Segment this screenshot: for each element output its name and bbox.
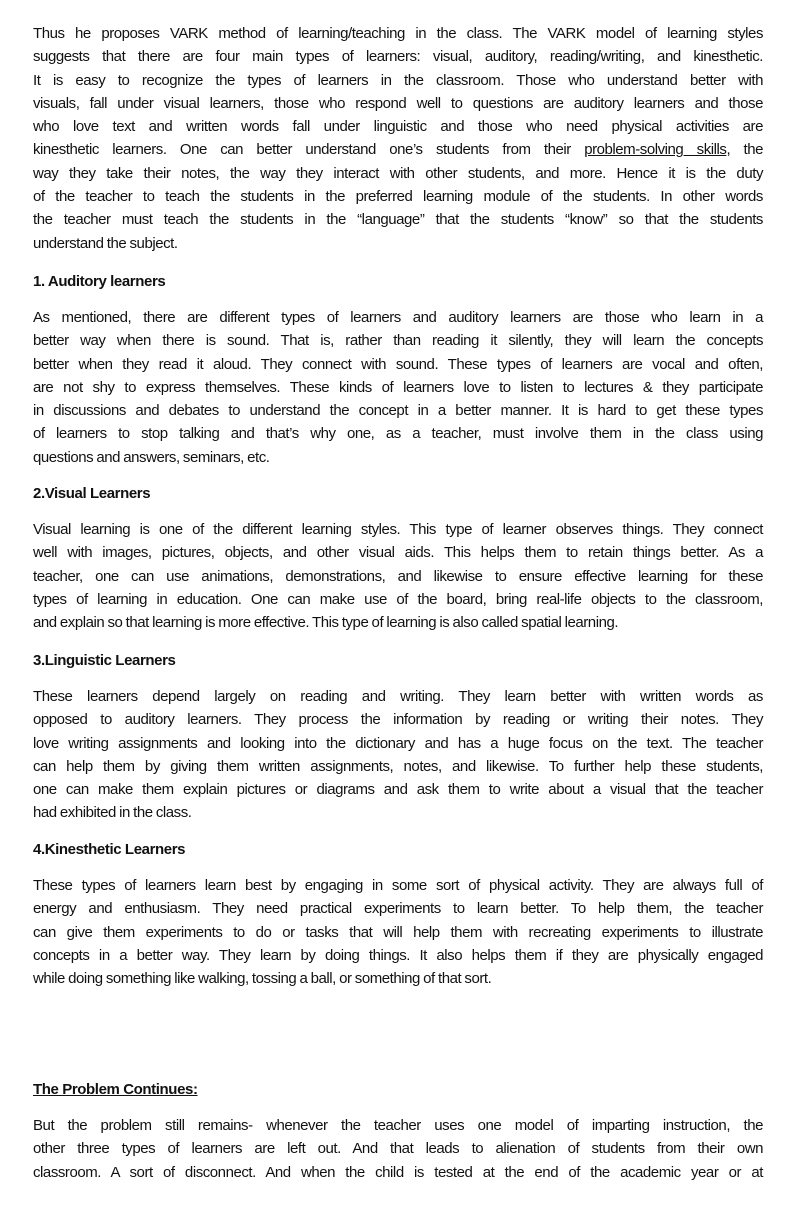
text-line: questions and answers, seminars, etc. bbox=[33, 448, 270, 466]
text-line: visuals, fall under visual learners, those who respond well to questions are auditory learners and those bbox=[33, 94, 763, 112]
problem-solving-skills-link[interactable]: problem-solving skills bbox=[584, 141, 727, 159]
kinesthetic-paragraph bbox=[33, 874, 763, 990]
heading-visual-learners: 2.Visual Learners bbox=[33, 485, 151, 502]
text-line: while doing something like walking, tossing a ball, or something of that sort. bbox=[33, 970, 492, 988]
intro-paragraph bbox=[33, 22, 763, 255]
problem-paragraph bbox=[33, 1114, 763, 1184]
text-line: had exhibited in the class. bbox=[33, 804, 192, 822]
text-line: and explain so that learning is more effective. This type of learning is also called spatial learning. bbox=[33, 614, 619, 632]
text-line: love writing assignments and looking into the dictionary and has a huge focus on the text. The teacher bbox=[33, 734, 763, 752]
text-line: one can make them explain pictures or diagrams and ask them to write about a visual that the teacher bbox=[33, 781, 763, 799]
text-line: the teacher must teach the students in the “language” that the students “know” so that the students bbox=[33, 211, 763, 229]
text-line: well with images, pictures, objects, and other visual aids. This helps them to retain things better. As a bbox=[33, 544, 763, 562]
text-line: of learners to stop talking and that’s why one, as a teacher, must involve them in the class using bbox=[33, 425, 763, 443]
text-line: Visual learning is one of the different learning styles. This type of learner observes things. They connect bbox=[33, 521, 763, 538]
text-line: energy and enthusiasm. They need practical experiments to learn better. To help them, the teacher bbox=[33, 900, 763, 918]
heading-the-problem-continues: The Problem Continues: bbox=[33, 1081, 198, 1098]
heading-kinesthetic-learners: 4.Kinesthetic Learners bbox=[33, 841, 186, 858]
linguistic-paragraph bbox=[33, 685, 763, 825]
text-line: who love text and written words fall under linguistic and those who need physical activities are bbox=[33, 118, 763, 136]
text-line: other three types of learners are left out. And that leads to alienation of students from their own bbox=[33, 1140, 763, 1158]
text-line: But the problem still remains- whenever the teacher uses one model of imparting instruction, the bbox=[33, 1117, 763, 1134]
text-line: way they take their notes, the way they interact with other students, and more. Hence it is the duty bbox=[33, 164, 763, 182]
text-line: opposed to auditory learners. They process the information by reading or writing their notes. They bbox=[33, 711, 763, 729]
auditory-paragraph bbox=[33, 306, 763, 469]
text-line: classroom. A sort of disconnect. And when the child is tested at the end of the academic year or at bbox=[33, 1163, 763, 1181]
text-line: suggests that there are four main types of learners: visual, auditory, reading/writing, and kinesthetic. bbox=[33, 48, 763, 66]
text-line: These types of learners learn best by engaging in some sort of physical activity. They are always full of bbox=[33, 877, 763, 894]
text-line: understand the subject. bbox=[33, 234, 178, 252]
text-line: of the teacher to teach the students in the preferred learning module of the students. In other words bbox=[33, 188, 763, 206]
text-line: These learners depend largely on reading and writing. They learn better with written words as bbox=[33, 688, 763, 705]
heading-auditory-learners: 1. Auditory learners bbox=[33, 273, 166, 290]
text-line: types of learning in education. One can make use of the board, bring real-life objects to the classroom, bbox=[33, 590, 763, 608]
text-line: better way when there is sound. That is, rather than reading it silently, they will learn the concepts bbox=[33, 332, 763, 350]
visual-paragraph bbox=[33, 518, 763, 634]
text-line: concepts in a better way. They learn by doing things. It also helps them if they are physically engaged bbox=[33, 946, 763, 964]
text-line: can help them by giving them written assignments, notes, and likewise. To further help these students, bbox=[33, 757, 763, 775]
text-line: can give them experiments to do or tasks that will help them with recreating experiments to illustrate bbox=[33, 923, 763, 941]
text-line: are not shy to express themselves. These kinds of learners love to listen to lectures & they participate bbox=[33, 378, 763, 396]
text-line-with-link bbox=[33, 138, 763, 161]
text-segment: , the bbox=[726, 141, 764, 159]
text-line: It is easy to recognize the types of learners in the classroom. Those who understand better with bbox=[33, 71, 763, 89]
text-line: better when they read it aloud. They connect with sound. These types of learners are vocal and often, bbox=[33, 355, 763, 373]
text-segment: kinesthetic learners. One can better understand one’s students from their bbox=[33, 141, 585, 159]
text-line: in discussions and debates to understand the concept in a better manner. It is hard to get these types bbox=[33, 402, 763, 420]
text-line: teacher, one can use animations, demonstrations, and likewise to ensure effective learning for these bbox=[33, 567, 763, 585]
heading-linguistic-learners: 3.Linguistic Learners bbox=[33, 652, 176, 669]
text-line: As mentioned, there are different types of learners and auditory learners are those who learn in a bbox=[33, 309, 763, 326]
text-line: Thus he proposes VARK method of learning/teaching in the class. The VARK model of learning styles bbox=[33, 25, 763, 42]
